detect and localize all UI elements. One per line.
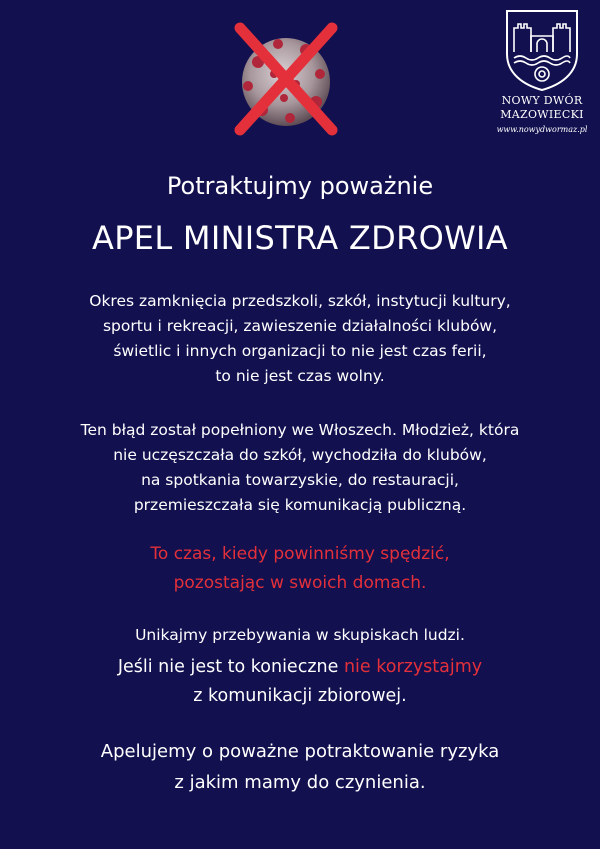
paragraph-line: To czas, kiedy powinniśmy spędzić, bbox=[150, 544, 450, 564]
logo-name-line2: MAZOWIECKI bbox=[500, 108, 584, 121]
paragraph-line: z jakim mamy do czynienia. bbox=[174, 772, 426, 793]
paragraph-line: Unikajmy przebywania w skupiskach ludzi. bbox=[135, 626, 465, 644]
paragraph-line: przemieszczała się komunikacją publiczną. bbox=[133, 496, 467, 514]
logo-name-line1: NOWY DWÓR bbox=[501, 94, 583, 107]
highlight-text: nie korzystajmy bbox=[343, 657, 483, 677]
crossed-virus-icon bbox=[228, 22, 344, 138]
paragraph-line: sportu i rekreacji, zawieszenie działalności klubów, bbox=[102, 317, 498, 335]
paragraph-line: na spotkania towarzyskie, do restauracji, bbox=[141, 471, 459, 489]
paragraph-line: Ten błąd został popełniony we Włoszech. Młodzież, która bbox=[80, 421, 520, 439]
paragraph-stay-home bbox=[30, 540, 570, 598]
page-title: APEL MINISTRA ZDROWIA bbox=[92, 219, 508, 257]
paragraph-line: nie uczęszczała do szkół, wychodziła do klubów, bbox=[113, 446, 487, 464]
paragraph-closures bbox=[30, 289, 570, 389]
paragraph-line bbox=[30, 653, 570, 682]
paragraph-line: z komunikacji zbiorowej. bbox=[193, 686, 407, 706]
coat-of-arms-icon bbox=[504, 8, 580, 92]
paragraph-public-transport bbox=[30, 653, 570, 711]
paragraph-line: to nie jest czas wolny. bbox=[215, 367, 385, 385]
city-logo bbox=[490, 8, 594, 134]
line-start: Jeśli nie jest to konieczne bbox=[117, 657, 344, 677]
paragraph-italy bbox=[30, 418, 570, 518]
paragraph-line: świetlic i innych organizacji to nie jest czas ferii, bbox=[113, 342, 487, 360]
logo-city-name bbox=[490, 94, 594, 122]
paragraph-line: Apelujemy o poważne potraktowanie ryzyka bbox=[100, 741, 500, 762]
logo-url: www.nowydwormaz.pl bbox=[496, 125, 588, 134]
paragraph-appeal bbox=[30, 736, 570, 798]
paragraph-avoid-crowds bbox=[30, 623, 570, 648]
paragraph-line: pozostając w swoich domach. bbox=[173, 573, 427, 593]
paragraph-line: Okres zamknięcia przedszkoli, szkół, instytucji kultury, bbox=[89, 292, 511, 310]
subtitle: Potraktujmy poważnie bbox=[166, 172, 434, 200]
